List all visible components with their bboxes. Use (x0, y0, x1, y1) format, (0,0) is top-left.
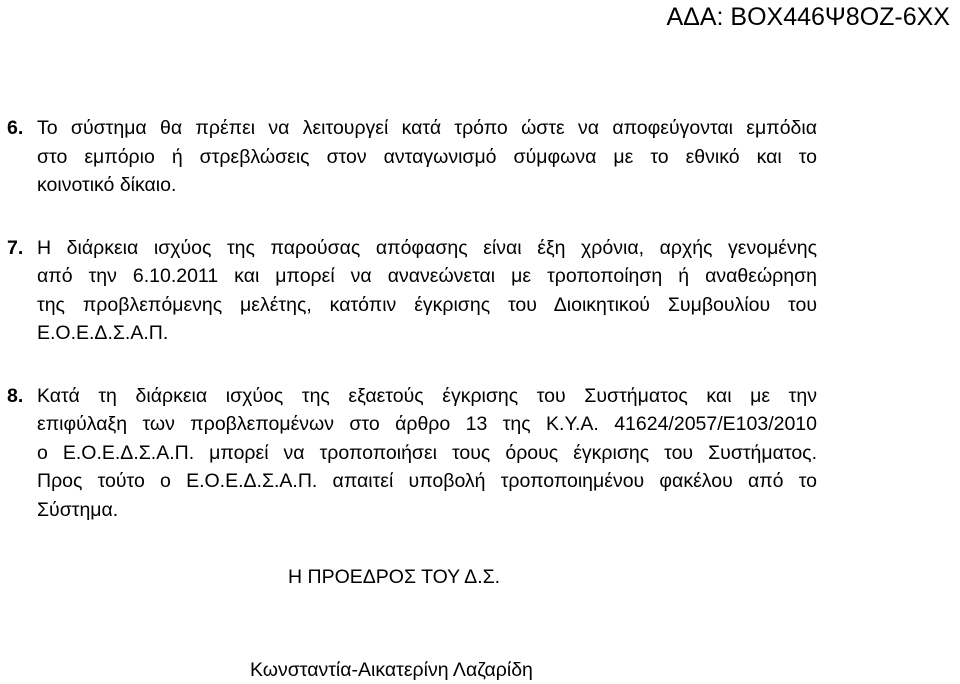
clause-7 (7, 234, 817, 348)
signature-title: Η ΠΡΟΕΔΡΟΣ ΤΟΥ Δ.Σ. (288, 566, 501, 588)
clause-line: Η διάρκεια ισχύος της παρούσας απόφασης είναι έξη χρόνια, αρχής γενομένης (37, 236, 817, 259)
clause-line: επιφύλαξη των προβλεπομένων στο άρθρο 13 της Κ.Υ.Α. 41624/2057/Ε103/2010 (37, 413, 817, 435)
clause-8 (7, 382, 817, 525)
clause-line: Ε.Ο.Ε.Δ.Σ.Α.Π. (37, 322, 169, 344)
clause-line: από την 6.10.2011 και μπορεί να ανανεώνεται με τροποποίηση ή αναθεώρηση (37, 265, 817, 287)
ada-document-code: ΑΔΑ: ΒΟΧ446Ψ8ΟΖ-6ΧΧ (666, 3, 950, 31)
clause-line: Προς τούτο ο Ε.Ο.Ε.Δ.Σ.Α.Π. απαιτεί υποβολή τροποποιημένου φακέλου από το (37, 470, 817, 492)
clause-line: Το σύστημα θα πρέπει να λειτουργεί κατά τρόπο ώστε να αποφεύγονται εμπόδια (37, 117, 817, 139)
clause-line: Κατά τη διάρκεια ισχύος της εξαετούς έγκρισης του Συστήματος και με την (37, 384, 817, 407)
clause-line: Σύστημα. (37, 498, 119, 521)
clause-number: 7. (7, 236, 24, 259)
document-body (7, 114, 817, 524)
clause-line: στο εμπόριο ή στρεβλώσεις στον ανταγωνισμό σύμφωνα με το εθνικό και το (37, 145, 817, 168)
clause-number: 6. (7, 117, 24, 139)
clause-number: 8. (7, 384, 24, 407)
signature-name: Κωνσταντία-Αικατερίνη Λαζαρίδη (250, 659, 533, 681)
clause-line: κοινοτικό δίκαιο. (37, 174, 177, 196)
clause-6 (7, 114, 817, 200)
clause-line: ο Ε.Ο.Ε.Δ.Σ.Α.Π. μπορεί να τροποποιήσει τους όρους έγκρισης του Συστήματος. (37, 441, 817, 464)
clause-line: της προβλεπόμενης μελέτης, κατόπιν έγκρισης του Διοικητικού Συμβουλίου του (37, 293, 817, 316)
